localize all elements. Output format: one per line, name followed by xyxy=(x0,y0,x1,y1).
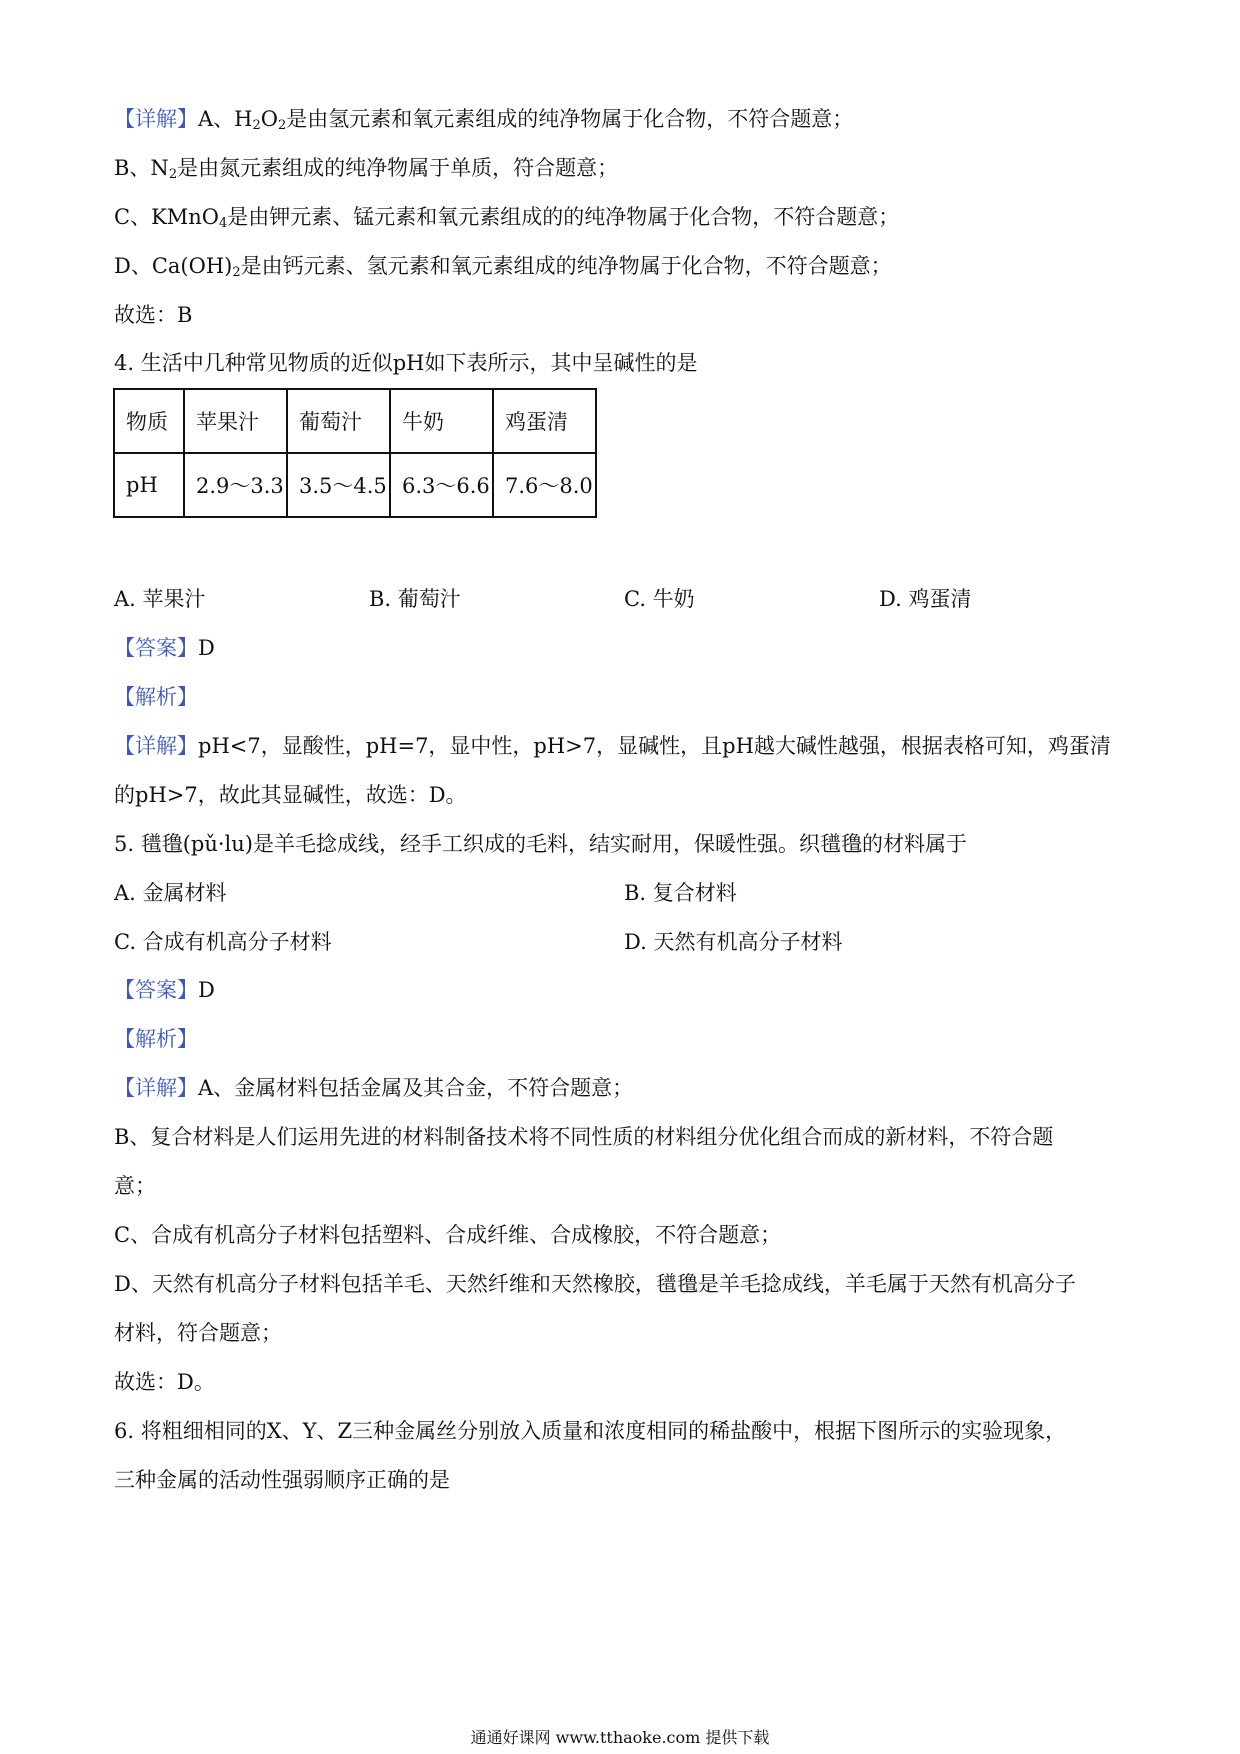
q5-stem: 5. 氆氇(pǔ·lu)是羊毛捻成线，经手工织成的毛料，结实耐用，保暖性强。织氆氇的材料属于 xyxy=(114,832,967,856)
q5-option-b: B. 复合材料 xyxy=(624,881,737,905)
table-cell: 鸡蛋清 xyxy=(493,389,596,453)
q4-option-b: B. 葡萄汁 xyxy=(369,587,461,611)
table-cell: 物质 xyxy=(114,389,184,453)
table-cell: 牛奶 xyxy=(390,389,493,453)
q5-detail-b2: 意； xyxy=(114,1174,156,1198)
table-row xyxy=(114,453,596,517)
q3-detail-b: B、$N_2$是由氮元素组成的纯净物属于单质，符合题意； xyxy=(114,156,619,182)
table-cell: 葡萄汁 xyxy=(287,389,390,453)
table-row xyxy=(114,389,596,453)
answer-tag: 【答案】 xyxy=(114,978,198,1002)
q5-option-a: A. 金属材料 xyxy=(114,881,227,905)
q5-answer: 【答案】D xyxy=(114,978,215,1002)
q5-option-c: C. 合成有机高分子材料 xyxy=(114,930,332,954)
table-cell: 2.9～3.3 xyxy=(184,453,287,517)
q4-option-a: A. 苹果汁 xyxy=(114,587,206,611)
ph-table xyxy=(113,388,597,518)
table-cell: pH xyxy=(114,453,184,517)
q6-stem-2: 三种金属的活动性强弱顺序正确的是 xyxy=(114,1468,450,1492)
page-footer: 通通好课网 www.tthaoke.com 提供下载 xyxy=(470,1728,770,1747)
q5-option-d: D. 天然有机高分子材料 xyxy=(624,930,843,954)
q4-answer: 【答案】D xyxy=(114,636,215,660)
q5-analysis-tag: 【解析】 xyxy=(114,1027,198,1051)
q5-detail-d1: D、天然有机高分子材料包括羊毛、天然纤维和天然橡胶，氆氇是羊毛捻成线，羊毛属于天然有机高分子 xyxy=(114,1272,1076,1296)
q4-analysis-tag: 【解析】 xyxy=(114,685,198,709)
table-cell: 6.3～6.6 xyxy=(390,453,493,517)
q3-choice: 故选：B xyxy=(114,303,193,327)
q4-option-d: D. 鸡蛋清 xyxy=(879,587,972,611)
detail-tag: 【详解】 xyxy=(114,734,198,758)
answer-tag: 【答案】 xyxy=(114,636,198,660)
q4-detail-2: 的pH>7，故此其显碱性，故选：D。 xyxy=(114,783,467,807)
q3-detail-d: D、$Ca(OH)_2$是由钙元素、氢元素和氧元素组成的纯净物属于化合物，不符合题意； xyxy=(114,254,892,280)
table-cell: 苹果汁 xyxy=(184,389,287,453)
q5-detail-c: C、合成有机高分子材料包括塑料、合成纤维、合成橡胶，不符合题意； xyxy=(114,1223,782,1247)
q3-detail-a: 【详解】A、$H_2O_2$是由氢元素和氧元素组成的纯净物属于化合物，不符合题意； xyxy=(114,107,854,133)
detail-tag: 【详解】 xyxy=(114,1076,198,1100)
table-cell: 7.6～8.0 xyxy=(493,453,596,517)
q5-choice: 故选：D。 xyxy=(114,1370,215,1394)
q4-option-c: C. 牛奶 xyxy=(624,587,695,611)
q5-detail-b1: B、复合材料是人们运用先进的材料制备技术将不同性质的材料组分优化组合而成的新材料，不符合题 xyxy=(114,1125,1054,1149)
q4-stem: 4. 生活中几种常见物质的近似pH如下表所示，其中呈碱性的是 xyxy=(114,351,698,375)
q3-detail-c: C、KMnO$_4$是由钾元素、锰元素和氧元素组成的的纯净物属于化合物，不符合题意； xyxy=(114,205,900,231)
q6-stem-1: 6. 将粗细相同的X、Y、Z三种金属丝分别放入质量和浓度相同的稀盐酸中，根据下图所示的实验现象， xyxy=(114,1419,1067,1443)
table-cell: 3.5～4.5 xyxy=(287,453,390,517)
q5-detail-a: 【详解】A、金属材料包括金属及其合金，不符合题意； xyxy=(114,1076,634,1100)
q4-detail-1: 【详解】pH<7，显酸性，pH=7，显中性，pH>7，显碱性，且pH越大碱性越强，根据表格可知，鸡蛋清 xyxy=(114,734,1111,758)
q5-detail-d2: 材料，符合题意； xyxy=(114,1321,282,1345)
detail-tag: 【详解】 xyxy=(114,107,198,131)
